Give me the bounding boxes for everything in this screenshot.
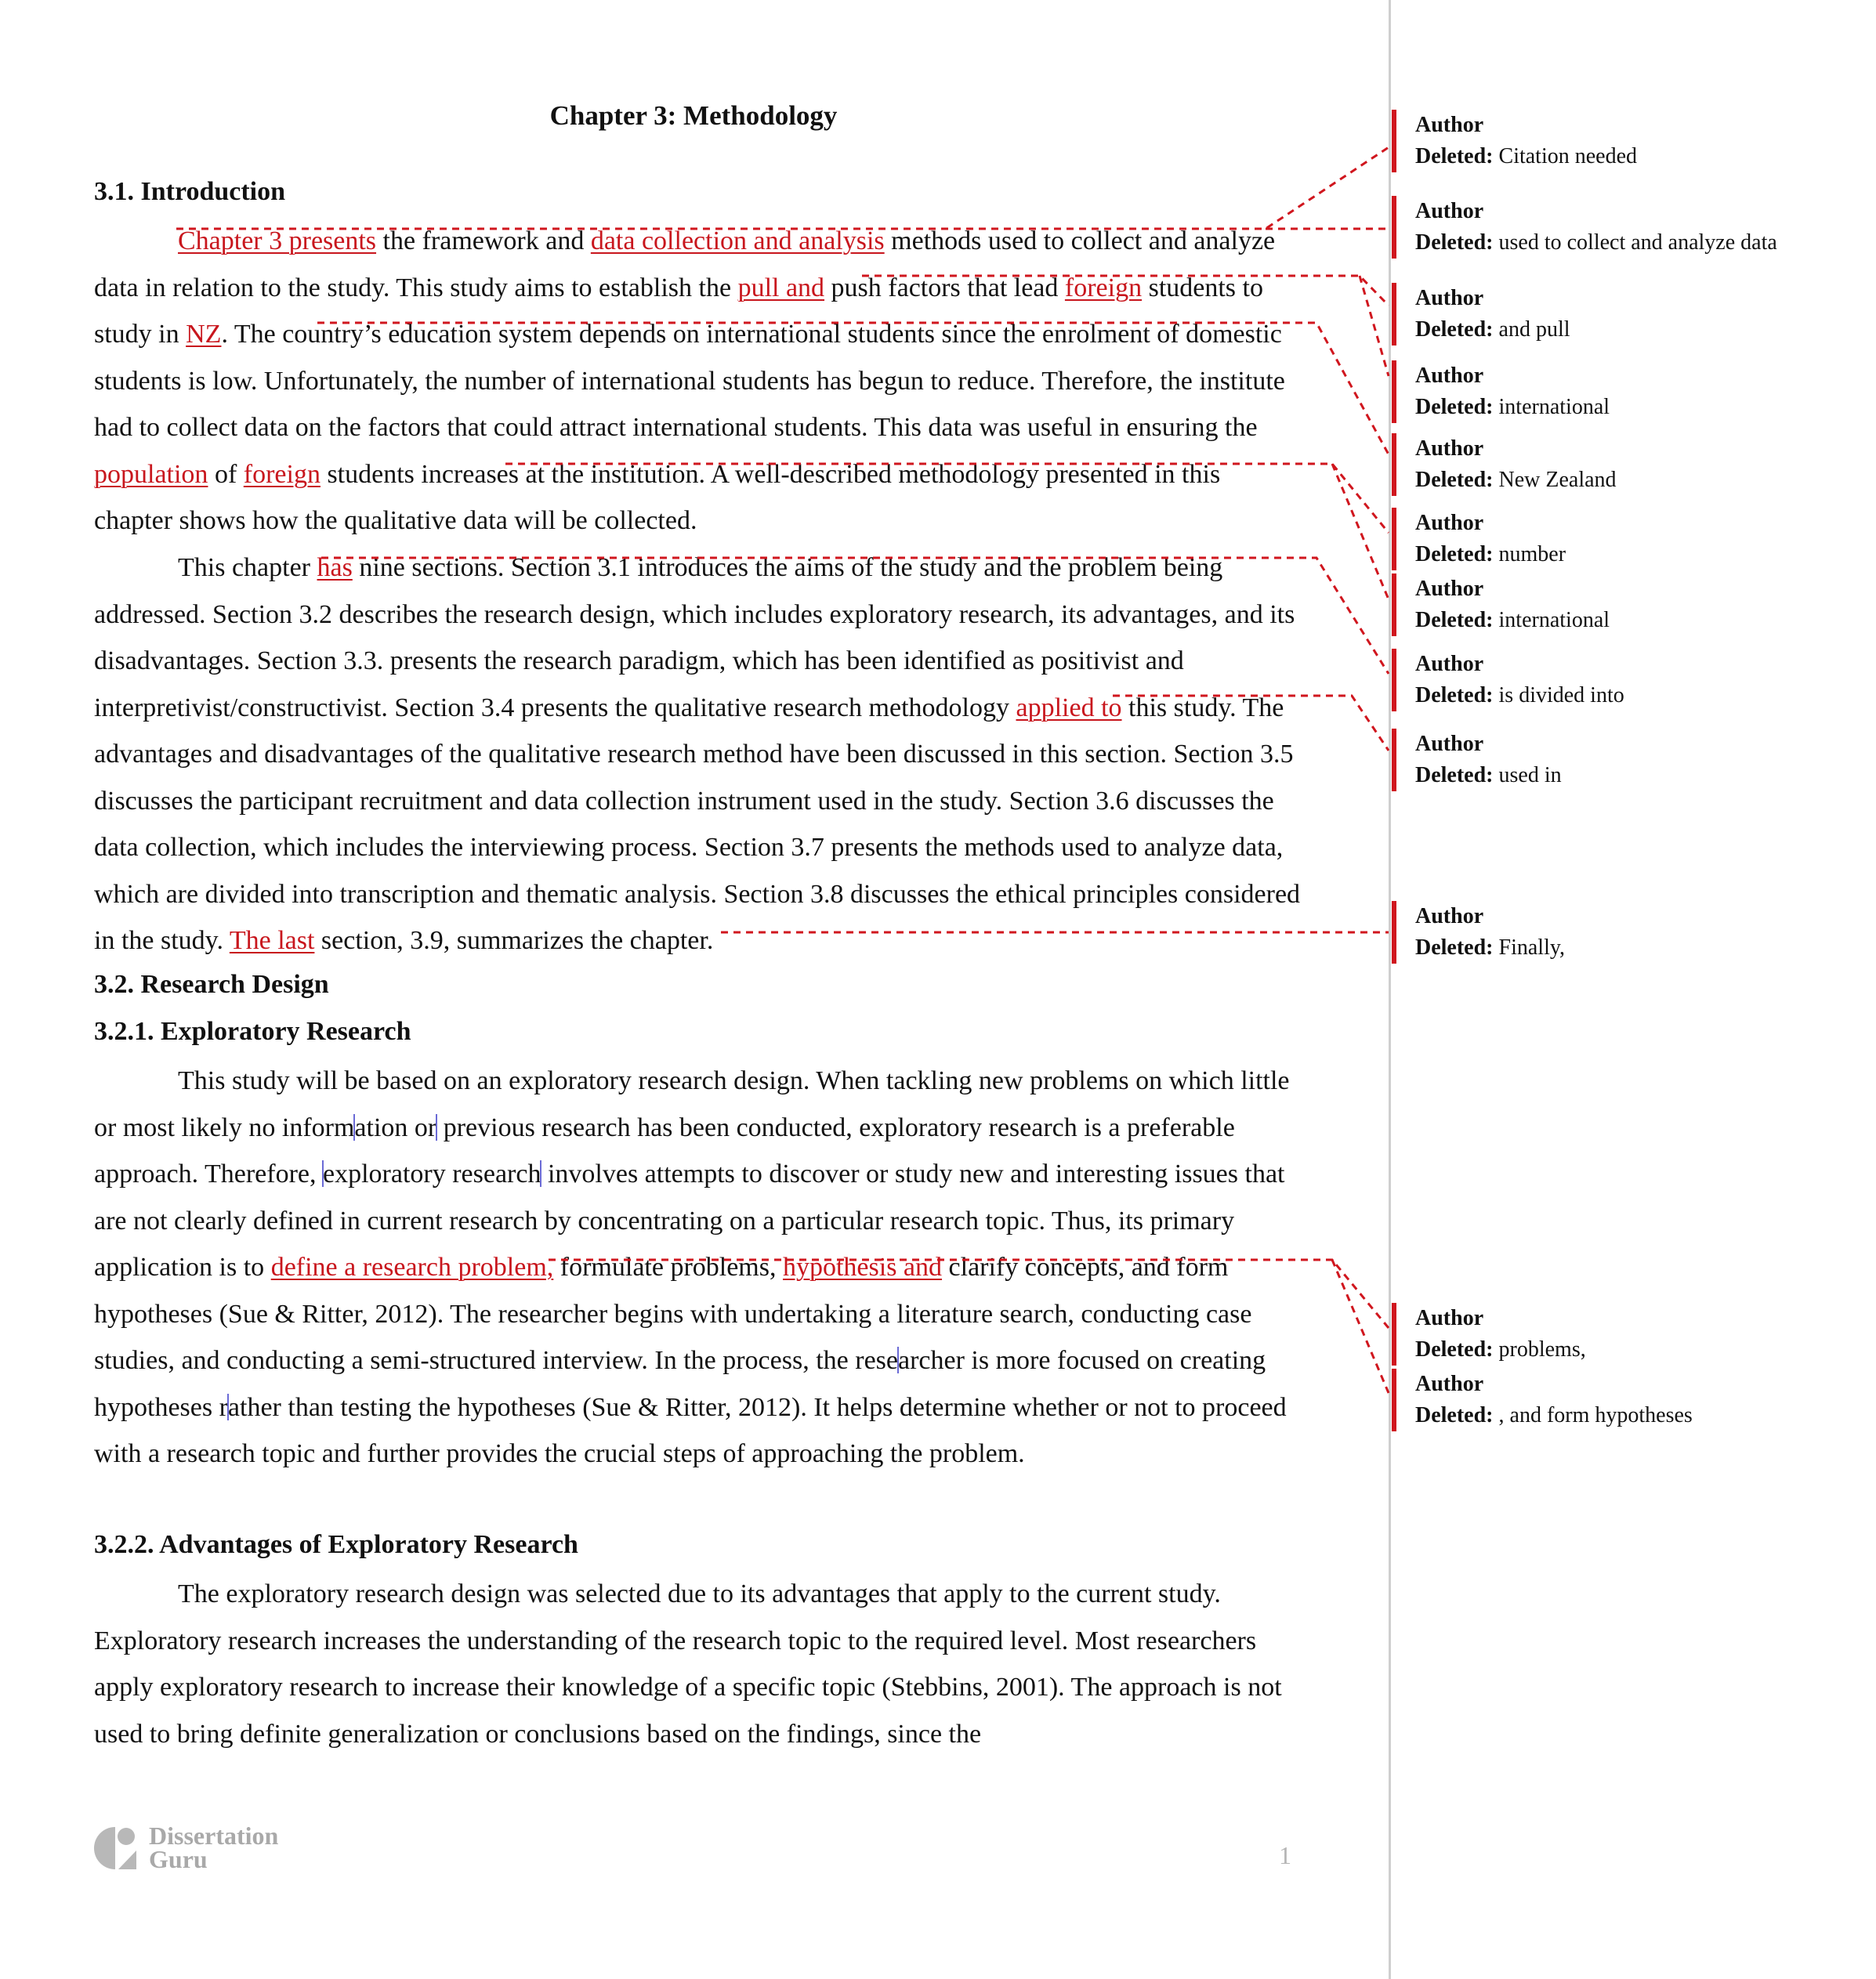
text-run: of (208, 459, 244, 489)
comment-author: Author (1415, 1372, 1484, 1396)
text-run: involves attempts to discover or study new and interesting issues that are not clearly defined in current research by concentrating on a particular research topic. Thus, its primary application is to (94, 1160, 1285, 1282)
comment-text: international (1493, 608, 1610, 632)
paragraph-advantages[interactable] (94, 1571, 1305, 1757)
text-run: students increases at the institution. A well-described methodology presented in this chapter shows how the qualitative data will be collected. (94, 459, 1221, 535)
comment-balloon[interactable] (1392, 283, 1876, 346)
text-run: This chapter (178, 553, 317, 582)
page-number: 1 (1279, 1841, 1291, 1869)
text-run: The exploratory research design was selected due to its advantages that apply to the current study. Exploratory research increases the understanding of the research topic to the required level. Most researchers apply exploratory research to increase their knowledge of a specific topic (Stebbins, 2001). The approach is not used to bring definite generalization or conclusions based on the findings, since the (94, 1579, 1282, 1749)
comment-text: Finally, (1493, 935, 1566, 960)
comment-author: Author (1415, 577, 1484, 601)
text-run: methods used to collect and analyze data in relation to the study. This study aims to establish the (94, 226, 1276, 302)
dissertation-guru-logo (92, 1822, 328, 1880)
comment-label: Deleted: (1415, 1403, 1494, 1427)
comment-text: number (1493, 542, 1566, 566)
heading-research-design: 3.2. Research Design (94, 970, 329, 999)
comment-balloon[interactable] (1392, 901, 1876, 964)
text-run: . The country’s education system depends on international students since the enrolment of domestic students is low. Unfortunately, the number of international students has begun to reduce. Therefore, the institute had to collect data on the factors that could attract international students. This data was useful in ensuring the (94, 320, 1285, 442)
text-run: the framework and (376, 226, 591, 255)
paragraph-exploratory-research[interactable] (94, 1058, 1305, 1478)
comment-label: Deleted: (1415, 317, 1494, 342)
comment-text: , and form hypotheses (1493, 1403, 1693, 1427)
insertion[interactable]: hypothesis and (782, 1253, 943, 1282)
markup-pane-divider (1389, 0, 1391, 1979)
paragraph-sections-overview[interactable] (94, 544, 1305, 964)
comment-balloon[interactable] (1392, 1303, 1876, 1366)
logo-line-1: Dissertation (149, 1822, 279, 1850)
text-run: nine sections. Section 3.1 introduces the aims of the study and the problem being addressed. Section 3.2 describes the research design, which includes exploratory research, its advantages, and its disadvantages. Section 3.3. presents the research paradigm, which has been identified as positivist and interpretivist/constructivist. Section 3.4 presents the qualitative research methodology (94, 553, 1295, 722)
comment-author: Author (1415, 436, 1484, 461)
comment-label: Deleted: (1415, 935, 1494, 960)
comment-balloon[interactable] (1392, 649, 1876, 711)
comment-label: Deleted: (1415, 608, 1494, 632)
comment-text: is divided into (1493, 683, 1624, 707)
heading-introduction: 3.1. Introduction (94, 177, 286, 206)
comment-balloon[interactable] (1392, 508, 1876, 570)
comment-author: Author (1415, 199, 1484, 223)
comment-balloon[interactable] (1392, 360, 1876, 423)
insertion[interactable]: has (317, 553, 353, 582)
comment-balloon[interactable] (1392, 110, 1876, 172)
heading-advantages: 3.2.2. Advantages of Exploratory Research (94, 1530, 578, 1559)
comment-label: Deleted: (1415, 683, 1494, 707)
text-run: ation or (354, 1113, 437, 1142)
insertion[interactable]: NZ (186, 320, 222, 349)
logo-wordmark (149, 1824, 278, 1871)
text-run: clarify concepts, and form hypotheses (Sue & Ritter, 2012). The researcher begins with undertaking a literature search, conducting case studies, and conducting a semi-structured interview. In the process, the rese (94, 1253, 1252, 1375)
heading-exploratory-research: 3.2.1. Exploratory Research (94, 1017, 411, 1046)
text-run: formulate problems, (553, 1253, 783, 1282)
text-run: previous research has been conducted, exploratory research is a preferable approach. Therefore, (94, 1113, 1235, 1188)
comment-text: problems, (1493, 1337, 1586, 1362)
insertion[interactable]: foreign (243, 459, 321, 489)
comment-label: Deleted: (1415, 468, 1494, 492)
insertion[interactable]: applied to (1016, 693, 1122, 722)
text-run: exploratory research (323, 1160, 541, 1188)
text-run: This study will be based on an exploratory research design. When tackling new problems on which little or most likely no inform (94, 1066, 1290, 1142)
comment-label: Deleted: (1415, 230, 1494, 255)
chapter-title: Chapter 3: Methodology (549, 100, 838, 131)
comment-balloon[interactable] (1392, 729, 1876, 791)
comment-text: Citation needed (1493, 144, 1638, 168)
comment-label: Deleted: (1415, 395, 1494, 419)
comment-author: Author (1415, 364, 1484, 388)
comment-label: Deleted: (1415, 763, 1494, 787)
text-run: students to study in (94, 273, 1263, 349)
insertion[interactable]: define a research problem, (270, 1253, 554, 1282)
insertion[interactable]: data collection and analysis (590, 226, 885, 255)
comment-author: Author (1415, 511, 1484, 535)
insertion[interactable]: pull and (737, 273, 825, 302)
paragraph-introduction[interactable] (94, 218, 1305, 544)
comment-author: Author (1415, 286, 1484, 310)
text-run: section, 3.9, summarizes the chapter. (314, 926, 714, 955)
comment-author: Author (1415, 113, 1484, 137)
comment-text: used in (1493, 763, 1562, 787)
comment-text: New Zealand (1493, 468, 1617, 492)
text-run: this study. The advantages and disadvantages of the qualitative research method have been discussed in this section. Section 3.5 discusses the participant recruitment and data collection instrument used in the study. Section 3.6 discusses the data collection, which includes the interviewing process. Section 3.7 presents the methods used to analyze data, which are divided into transcription and thematic analysis. Section 3.8 discusses the ethical principles considered in the study. (94, 693, 1301, 955)
comment-text: and pull (1493, 317, 1570, 342)
comment-author: Author (1415, 732, 1484, 756)
comment-label: Deleted: (1415, 144, 1494, 168)
text-run: push factors that lead (824, 273, 1065, 302)
comment-text: international (1493, 395, 1610, 419)
text-run: ather than testing the hypotheses (Sue & Ritter, 2012). It helps determine whether or not to proceed with a research topic and further provides the crucial steps of approaching the problem. (94, 1392, 1287, 1468)
comment-balloon[interactable] (1392, 433, 1876, 496)
logo-line-2: Guru (149, 1845, 208, 1873)
insertion[interactable]: The last (229, 926, 315, 955)
comment-balloon[interactable] (1392, 573, 1876, 636)
comment-author: Author (1415, 904, 1484, 928)
comment-author: Author (1415, 652, 1484, 676)
insertion[interactable]: population (94, 459, 208, 489)
insertion[interactable]: foreign (1064, 273, 1143, 302)
insertion[interactable]: Chapter 3 presents (178, 226, 377, 255)
comment-balloon[interactable] (1392, 196, 1876, 259)
comment-label: Deleted: (1415, 1337, 1494, 1362)
logo-mark-icon (92, 1825, 138, 1871)
text-run: archer is more focused on creating hypotheses r (94, 1346, 1266, 1422)
comment-label: Deleted: (1415, 542, 1494, 566)
comment-text: used to collect and analyze data (1493, 230, 1777, 255)
comment-author: Author (1415, 1306, 1484, 1330)
comment-balloon[interactable] (1392, 1369, 1876, 1431)
